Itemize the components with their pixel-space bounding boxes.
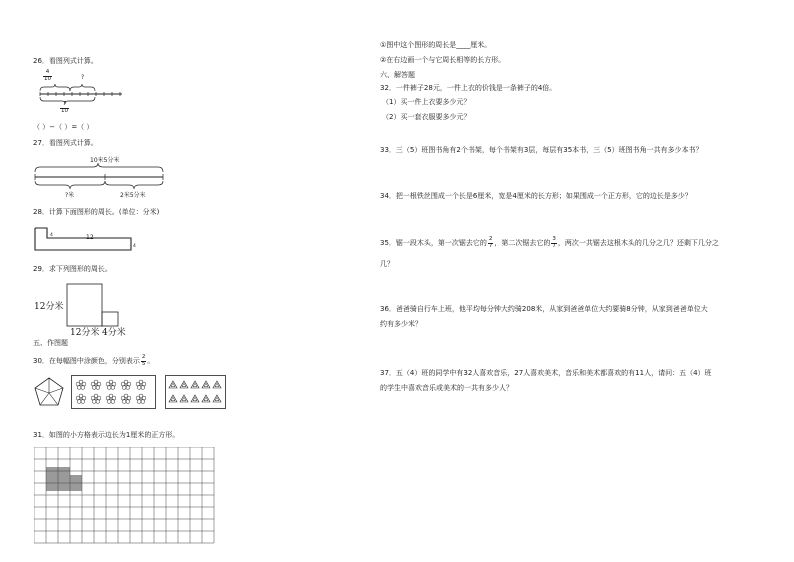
q29-text: 29．求下列图形的周长。: [33, 265, 112, 273]
q30-text-before: 30．在每幅图中涂颜色，分别表示: [33, 357, 140, 365]
q37-line2: 的学生中喜欢音乐或美术的一共有多少人？: [380, 384, 513, 392]
q37-line1: 37．五（4）班的同学中有32人喜欢音乐，27人喜欢美术，音乐和美术都喜欢的有11人，请问：五（4）班: [380, 369, 712, 377]
q28-side-small: 4: [50, 233, 53, 238]
q26-frac-bottom: [59, 102, 70, 114]
section-5-heading: 五、作图题: [33, 339, 68, 347]
q36-line2: 约有多少米？: [380, 320, 422, 328]
q28-figure: [33, 226, 135, 256]
q32-sub2: （2）买一套衣服要多少元？: [382, 113, 471, 121]
q26-text: 26．看图列式计算。: [33, 57, 98, 65]
q26-frac-top-den: 10: [44, 75, 51, 82]
q34-text: 34．把一根铁丝围成一个长是6厘米，宽是4厘米的长方形；如果围成一个正方形，它的边长是多少？: [380, 192, 692, 200]
section-6-heading: 六、解答题: [380, 71, 415, 79]
q28-side-right: 4: [133, 244, 136, 249]
q30-frac-den: 5: [141, 360, 146, 367]
q36-line1: 36．爸爸骑自行车上班，他平均每分钟大约骑208米，从家到爸爸单位大约要骑8分钟，从家到爸爸单位大: [380, 305, 708, 313]
q30-text-after: 。: [147, 357, 155, 365]
q35-before: 35．锯一段木头，第一次锯去它的: [380, 239, 487, 247]
q35-f2-num: 3: [552, 236, 556, 242]
q26-frac-bottom-den: 10: [61, 107, 68, 114]
q30-text: [33, 355, 154, 367]
q35-line1: [380, 237, 719, 249]
q31-grid[interactable]: [34, 447, 224, 545]
q26-formula[interactable]: （ ）−（ ）=（ ）: [33, 123, 94, 131]
q31-sub1: ①图中这个图形的周长是____厘米。: [380, 41, 492, 49]
q26-frac-top: [42, 70, 53, 82]
pentagon-figure[interactable]: [33, 376, 65, 408]
q27-text: 27．看图列式计算。: [33, 139, 98, 147]
q28-text: 28．计算下面图形的周长。(单位：分米): [33, 208, 160, 216]
q27-right-label: 2米5分米: [120, 192, 146, 199]
q35-line2: 几？: [380, 260, 394, 268]
q35-middle: ，第二次锯去它的: [494, 239, 551, 247]
q29-left-label: 12分米: [34, 302, 64, 312]
q27-segment-diagram: [33, 163, 168, 191]
q35-f1-den: 7: [488, 242, 493, 249]
q29-bottom-label-b: 4分米: [102, 328, 126, 338]
q33-text: 33．三（5）班图书角有2个书架，每个书架有3层，每层有35本书，三（5）班图书角一共有多少本书？: [380, 146, 703, 154]
q26-frac-top-num: 4: [43, 70, 52, 77]
q35-f1-num: 2: [488, 236, 493, 242]
q30-frac-num: 2: [141, 354, 146, 360]
q27-top-label: 10米5分米: [90, 157, 120, 164]
q32-text: 32．一件裤子28元，一件上衣的价钱是一条裤子的4倍。: [380, 84, 557, 92]
q26-segment-diagram: [34, 82, 129, 104]
q31-sub2: ②在右边画一个与它周长相等的长方形。: [380, 56, 506, 64]
q29-bottom-label-a: 12分米: [70, 328, 100, 338]
q35-after: ，两次一共锯去这根木头的几分之几？还剩下几分之: [557, 239, 719, 247]
q26-question-mark: ?: [81, 74, 85, 81]
flowers-figure[interactable]: [71, 375, 157, 410]
q31-text: 31．如图的小方格表示边长为1厘米的正方形。: [33, 431, 180, 439]
q32-sub1: （1）买一件上衣要多少元？: [382, 98, 471, 106]
q27-left-label: ?米: [65, 192, 75, 199]
q35-f2-den: 7: [552, 242, 556, 249]
q26-frac-bottom-num: 7: [60, 102, 69, 109]
q29-figure: [66, 283, 126, 328]
triangles-figure[interactable]: [165, 375, 227, 410]
q28-side-top: 12: [86, 234, 94, 241]
